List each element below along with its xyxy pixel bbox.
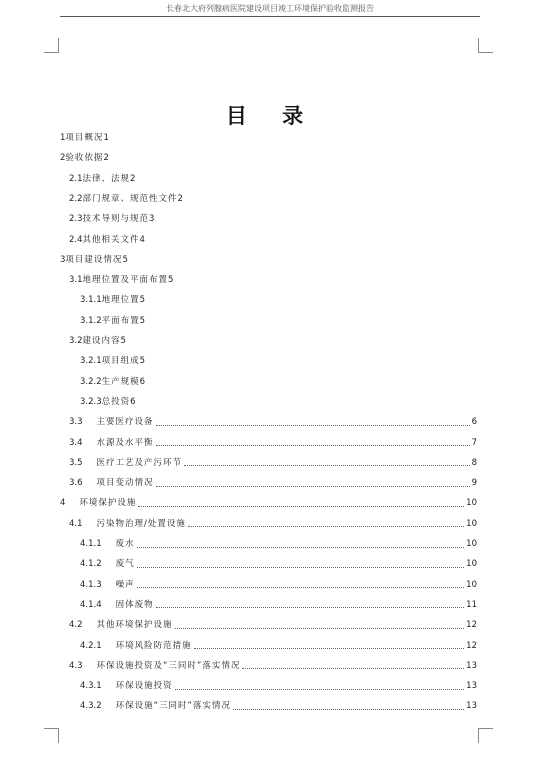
toc-entry-page: 12 — [466, 620, 477, 631]
toc-entry-page: 5 — [168, 275, 174, 286]
toc-entry-leader — [194, 648, 465, 649]
toc-entry-leader — [188, 526, 464, 527]
toc-entry-text: 平面布置 — [101, 315, 140, 326]
toc-entry-text: 地理位置 — [101, 295, 140, 306]
toc-entry-text: 噪声 — [115, 579, 135, 590]
toc-entry[interactable] — [69, 273, 173, 287]
toc-entry-text: 其他相关文件 — [82, 234, 140, 245]
toc-entry-text: 项目概况 — [65, 133, 104, 143]
toc-entry-page: 10 — [466, 579, 477, 590]
toc-entry-page: 2 — [103, 153, 109, 164]
toc-entry-number: 4.3.1 — [80, 681, 102, 692]
toc-entry[interactable] — [69, 192, 183, 206]
toc-entry-number: 4.2.1 — [80, 640, 102, 651]
toc-entry-number: 4 — [60, 498, 66, 509]
toc-entry-text: 环保设施“三同时”落实情况 — [115, 701, 231, 712]
toc-title: 目 录 — [225, 103, 318, 128]
toc-entry[interactable] — [69, 212, 154, 226]
toc-entry-leader — [156, 445, 470, 446]
toc-entry[interactable] — [80, 598, 477, 612]
page-header: 长春北大府列腺病医院建设项目竣工环境保护验收监测报告 — [60, 4, 480, 17]
toc-entry-number: 3.2.2 — [80, 376, 102, 387]
toc-entry[interactable] — [80, 578, 477, 592]
toc-entry-text: 技术导则与规范 — [82, 214, 150, 225]
toc-entry-leader — [138, 506, 464, 507]
toc-entry[interactable] — [60, 253, 128, 267]
toc-entry-leader — [175, 689, 465, 690]
toc-entry-text: 环境保护设施 — [79, 498, 137, 509]
toc-entry-text: 固体废物 — [115, 599, 154, 610]
toc-entry-text: 项目建设情况 — [65, 254, 123, 265]
toc-entry-number: 2.2 — [69, 193, 83, 204]
toc-entry-leader — [156, 425, 470, 426]
toc-entry-page: 6 — [471, 417, 477, 428]
toc-entry[interactable] — [60, 151, 109, 165]
toc-entry-text: 主要医疗设备 — [96, 417, 154, 428]
toc-entry-text: 总投资 — [101, 396, 131, 407]
toc-entry-text: 部门规章、规范性文件 — [82, 193, 178, 204]
toc-entry[interactable] — [69, 233, 145, 247]
toc-entry-leader — [137, 587, 465, 588]
toc-entry-number: 2 — [60, 153, 66, 164]
toc-entry-page: 5 — [122, 254, 128, 265]
toc-entry-page: 2 — [177, 193, 183, 204]
toc-entry-number: 3.1.1 — [80, 295, 102, 306]
toc-entry-number: 3 — [60, 254, 66, 265]
toc-entry-number: 2.1 — [69, 173, 83, 184]
toc-entry-number: 3.1 — [69, 275, 83, 286]
corner-mark-bottom-right — [478, 728, 493, 743]
toc-entry-number: 3.5 — [69, 457, 83, 468]
toc-entry-number: 3.2.3 — [80, 396, 102, 407]
toc-entry-page: 9 — [471, 478, 477, 489]
toc-entry-page: 5 — [120, 336, 126, 346]
toc-entry[interactable] — [69, 436, 477, 450]
toc-entry-page: 7 — [471, 437, 477, 448]
toc-entry-text: 其他环境保护设施 — [96, 620, 173, 631]
toc-entry[interactable] — [69, 334, 126, 348]
toc-entry-text: 污染物治理/处置设施 — [96, 518, 186, 529]
toc-entry[interactable] — [69, 659, 477, 673]
corner-mark-top-left — [44, 38, 59, 53]
toc-entry-text: 环保设施投资 — [115, 681, 173, 692]
toc-entry-number: 2.4 — [69, 234, 83, 245]
toc-entry-page: 13 — [466, 701, 477, 712]
toc-entry-page: 13 — [466, 660, 477, 671]
toc-entry[interactable] — [80, 537, 477, 551]
toc-entry-leader — [137, 567, 465, 568]
toc-entry[interactable] — [80, 354, 145, 368]
toc-entry[interactable] — [80, 375, 145, 389]
toc-entry-page: 1 — [103, 133, 109, 143]
toc-entry-number: 4.3 — [69, 660, 83, 671]
toc-entry-number: 3.3 — [69, 417, 83, 428]
toc-entry-text: 生产规模 — [101, 376, 140, 387]
toc-entry-leader — [156, 607, 465, 608]
toc-entry-page: 6 — [130, 396, 136, 407]
corner-mark-top-right — [478, 38, 493, 53]
toc-entry[interactable] — [69, 415, 477, 429]
toc-entry-leader — [184, 465, 470, 466]
toc-entry-page: 8 — [471, 457, 477, 468]
toc-entry-text: 建设内容 — [82, 336, 121, 346]
toc-entry-text: 环保设施投资及“三同时”落实情况 — [96, 660, 241, 671]
toc-entry-number: 4.1.2 — [80, 559, 102, 570]
toc-entry-page: 5 — [139, 295, 146, 306]
toc-entry-number: 4.1.1 — [80, 539, 102, 549]
toc-entry-number: 4.1.4 — [80, 599, 102, 610]
toc-entry-number: 3.4 — [69, 437, 83, 448]
toc-entry[interactable] — [69, 172, 135, 186]
toc-entry-page: 13 — [466, 681, 477, 692]
toc-entry[interactable] — [60, 496, 477, 510]
toc-entry-page: 5 — [139, 356, 146, 367]
toc-entry-text: 医疗工艺及产污环节 — [96, 457, 183, 468]
toc-entry[interactable] — [80, 314, 145, 328]
toc-entry[interactable] — [80, 557, 477, 571]
toc-entry-page: 3 — [149, 214, 155, 225]
toc-entry-text: 项目组成 — [101, 356, 140, 367]
toc-entry-text: 环境风险防范措施 — [115, 640, 192, 651]
toc-entry-text: 验收依据 — [65, 153, 104, 164]
toc-entry-number: 1 — [60, 133, 66, 143]
toc-entry-leader — [175, 628, 465, 629]
toc-entry-page: 6 — [139, 376, 146, 387]
toc-entry[interactable] — [69, 618, 477, 632]
toc-entry[interactable] — [69, 456, 477, 470]
toc-entry-text: 法律、法规 — [82, 173, 131, 184]
toc-entry[interactable] — [69, 476, 477, 490]
toc-entry-leader — [233, 709, 464, 710]
toc-entry-number: 3.2 — [69, 336, 83, 346]
toc-entry-text: 水源及水平衡 — [96, 437, 154, 448]
toc-entry-leader — [137, 547, 465, 548]
toc-entry[interactable] — [60, 131, 109, 145]
toc-entry-page: 10 — [466, 559, 477, 570]
toc-entry[interactable] — [69, 517, 477, 531]
toc-entry-page: 5 — [139, 315, 146, 326]
toc-entry-page: 4 — [139, 234, 145, 245]
toc-entry-text: 废水 — [115, 539, 135, 549]
toc-entry-number: 4.1 — [69, 518, 83, 529]
toc-entry-page: 2 — [130, 173, 136, 184]
toc-entry[interactable] — [80, 395, 136, 409]
toc-entry-page: 10 — [466, 498, 477, 509]
toc-entry-page: 11 — [466, 599, 477, 610]
toc-entry-number: 4.1.3 — [80, 579, 102, 590]
toc-entry-number: 3.1.2 — [80, 315, 102, 326]
toc-entry[interactable] — [80, 699, 477, 713]
toc-entry[interactable] — [80, 639, 477, 653]
toc-entry-leader — [156, 486, 470, 487]
toc-entry-number: 3.2.1 — [80, 356, 102, 367]
toc-entry-leader — [242, 668, 464, 669]
toc-entry-text: 项目变动情况 — [96, 478, 154, 489]
toc-entry-number: 3.6 — [69, 478, 83, 489]
toc-entry-number: 4.2 — [69, 620, 83, 631]
toc-entry[interactable] — [80, 679, 477, 693]
toc-entry-page: 10 — [466, 539, 477, 549]
toc-entry[interactable] — [80, 293, 145, 307]
toc-entry-number: 2.3 — [69, 214, 83, 225]
toc-entry-text: 地理位置及平面布置 — [82, 275, 169, 286]
toc-entry-number: 4.3.2 — [80, 701, 102, 712]
toc-entry-text: 废气 — [115, 559, 135, 570]
corner-mark-bottom-left — [44, 728, 59, 743]
toc-entry-page: 10 — [466, 518, 477, 529]
toc-entry-page: 12 — [466, 640, 477, 651]
